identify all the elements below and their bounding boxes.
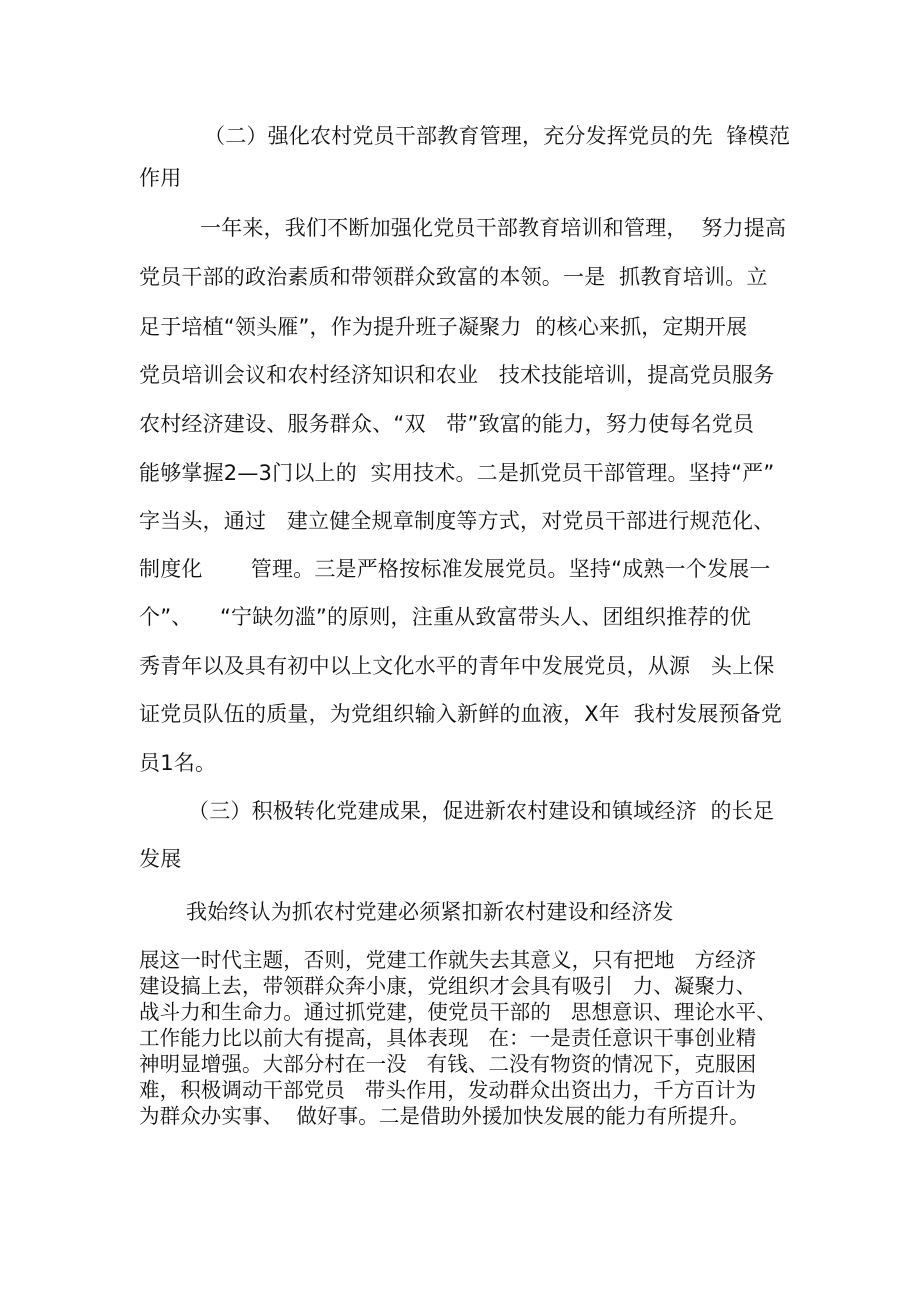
section2-body-line: 证党员队伍的质量，为党组织输入新鲜的血液，X年 我村发展预备党	[139, 702, 783, 726]
section3-heading-line-1: （三）积极转化党建成果，促进新农村建设和镇域经济 的长足	[188, 799, 775, 823]
section2-body-line: 制度化 管理。三是严格按标准发展党员。坚持“成熟一个发展一	[139, 557, 771, 581]
section3-body-line: 建设搞上去，带领群众奔小康，党组织才会具有吸引 力、凝聚力、	[139, 974, 757, 998]
section2-body-line: 农村经济建设、服务群众、“双 带”致富的能力，努力使每名党员	[139, 412, 755, 436]
section3-body-line: 展这一时代主题，否则，党建工作就失去其意义，只有把地 方经济	[139, 948, 757, 972]
section2-heading-line-1: （二）强化农村党员干部教育管理，充分发挥党员的先 锋模范	[204, 124, 791, 148]
section3-heading-line-2: 发展	[139, 847, 182, 871]
section2-body-line: 一年来，我们不断加强化党员干部教育培训和管理， 努力提高	[200, 216, 787, 240]
section2-body-line: 足于培植“领头雁”，作为提升班子凝聚力 的核心来抓，定期开展	[139, 315, 748, 339]
section3-lead-line: 我始终认为抓农村党建必须紧扣新农村建设和经济发	[186, 900, 674, 924]
section2-body-line: 能够掌握2—3门以上的 实用技术。二是抓党员干部管理。坚持“严”	[139, 461, 775, 485]
section3-body-line: 工作能力比以前大有提高，具体表现 在：一是责任意识干事创业精	[139, 1026, 757, 1050]
section2-body-line: 秀青年以及具有初中以上文化水平的青年中发展党员，从源 头上保	[139, 654, 775, 678]
section3-body-line: 难，积极调动干部党员 带头作用，发动群众出资出力，千方百计为	[139, 1078, 757, 1102]
section2-body-line: 字当头，通过 建立健全规章制度等方式，对党员干部进行规范化、	[139, 509, 775, 533]
section3-body-line: 战斗力和生命力。通过抓党建，使党员干部的 思想意识、理论水平、	[139, 1000, 777, 1024]
section2-body-line: 个”、 “宁缺勿滥”的原则，注重从致富带头人、团组织推荐的优	[139, 605, 751, 629]
section3-body-line: 神明显增强。大部分村在一没 有钱、二没有物资的情况下，克服困	[139, 1052, 757, 1076]
section2-body-line: 员1名。	[139, 751, 217, 775]
section2-body-line: 党员培训会议和农村经济知识和农业 技术技能培训，提高党员服务	[139, 363, 775, 387]
section2-body-line: 党员干部的政治素质和带领群众致富的本领。一是 抓教育培训。立	[139, 265, 768, 289]
section2-heading-line-2: 作用	[139, 166, 182, 190]
section3-body-line: 为群众办实事、 做好事。二是借助外援加快发展的能力有所提升。	[139, 1104, 750, 1128]
